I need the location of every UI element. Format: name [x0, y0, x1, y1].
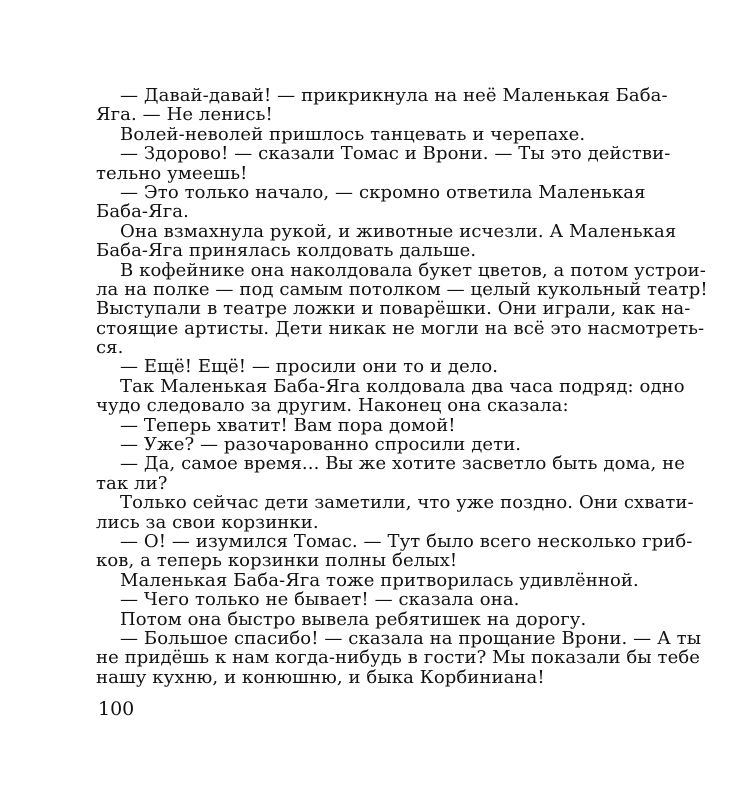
- text-line: Маленькая Баба-Яга тоже притворилась удивлённой.: [120, 569, 639, 591]
- page-number: 100: [98, 698, 135, 720]
- text-line: Волей-неволей пришлось танцевать и черепахе.: [120, 123, 586, 145]
- text-line: — Давай-давай! — прикрикнула на неё Маленькая Баба-: [120, 85, 668, 106]
- text-line: ла на полке — под самым потолком — целый кукольный театр!: [96, 278, 708, 300]
- text-line: не придёшь к нам когда-нибудь в гости? Мы показали бы тебе: [96, 647, 701, 669]
- text-line: — Ещё! Ещё! — просили они то и дело.: [120, 356, 499, 378]
- text-line: ков, а теперь корзинки полны белых!: [96, 550, 458, 572]
- text-line: — Теперь хватит! Вам пора домой!: [120, 414, 456, 436]
- text-line: — О! — изумился Томас. — Тут было всего несколько гриб-: [120, 530, 693, 552]
- text-line: ся.: [96, 337, 124, 359]
- text-line: В кофейнике она наколдовала букет цветов, а потом устрои-: [120, 259, 706, 281]
- text-line: чудо следовало за другим. Наконец она сказала:: [96, 395, 569, 417]
- text-line: Выступали в театре ложки и поварёшки. Они играли, как на-: [96, 298, 691, 320]
- text-line: нашу кухню, и конюшню, и быка Корбиниана!: [96, 666, 545, 688]
- text-line: Яга. — Не ленись!: [96, 104, 273, 126]
- text-line: Баба-Яга.: [96, 201, 189, 223]
- text-line: Так Маленькая Баба-Яга колдовала два часа подряд: одно: [120, 375, 685, 397]
- text-line: стоящие артисты. Дети никак не могли на всё это насмотреть-: [96, 317, 705, 339]
- text-line: — Здорово! — сказали Томас и Врони. — Ты это действи-: [120, 143, 671, 165]
- text-line: Баба-Яга принялась колдовать дальше.: [96, 240, 477, 262]
- text-line: — Большое спасибо! — сказала на прощание Врони. — А ты: [120, 627, 702, 649]
- text-line: — Это только начало, — скромно ответила Маленькая: [120, 181, 646, 203]
- text-line: — Чего только не бывает! — сказала она.: [120, 589, 520, 611]
- text-line: — Уже? — разочарованно спросили дети.: [120, 434, 522, 456]
- text-line: — Да, самое время... Вы же хотите засветло быть дома, не: [120, 453, 685, 475]
- text-line: Она взмахнула рукой, и животные исчезли. А Маленькая: [120, 220, 677, 242]
- text-line: тельно умеешь!: [96, 162, 248, 184]
- text-line: Только сейчас дети заметили, что уже поздно. Они схвати-: [120, 492, 694, 514]
- text-line: Потом она быстро вывела ребятишек на дорогу.: [120, 608, 587, 630]
- text-line: лись за свои корзинки.: [96, 511, 319, 533]
- body-text: [96, 84, 708, 688]
- text-line: так ли?: [96, 472, 168, 494]
